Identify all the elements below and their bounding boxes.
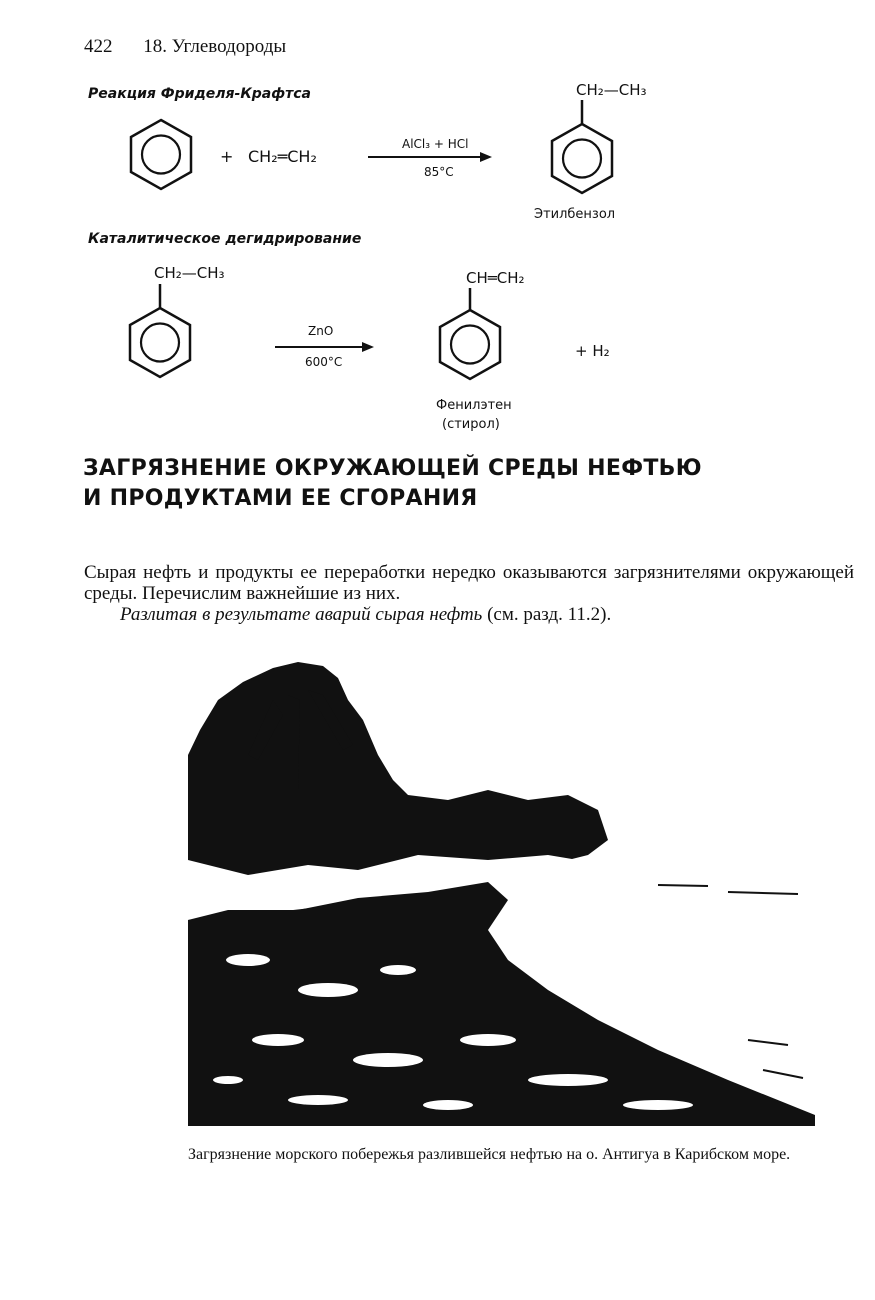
product-name-line2: (стирол) — [442, 417, 500, 432]
dehydrogenation-scheme — [0, 262, 875, 437]
section-heading — [83, 454, 702, 514]
heading-line2: И ПРОДУКТАМИ ЕЕ СГОРАНИЯ — [83, 486, 478, 511]
dehydrogenation-label: Каталитическое дегидрирование — [88, 231, 362, 247]
benzene-ring — [440, 310, 500, 379]
product-name-line1: Фенилэтен — [436, 398, 512, 413]
paragraph-2-rest: (см. разд. 11.2). — [482, 604, 612, 625]
hydrogen-byproduct: + H₂ — [575, 342, 610, 360]
ethyl-substituent: CH₂—CH₃ — [154, 264, 225, 282]
paragraph-2 — [84, 604, 854, 625]
temperature-label: 600°C — [305, 355, 343, 369]
benzene-ring — [552, 124, 612, 193]
arrow-head — [362, 342, 374, 352]
chapter-title: 18. Углеводороды — [143, 36, 287, 57]
ethylene-formula: CH₂═CH₂ — [248, 147, 317, 166]
italic-term: Разлитая в результате аварий сырая нефть — [120, 604, 483, 625]
catalyst-label: ZnO — [308, 324, 334, 338]
page-number: 422 — [84, 36, 113, 57]
page-header — [84, 36, 286, 58]
benzene-ring — [131, 120, 191, 189]
friedel-crafts-label: Реакция Фриделя-Крафтса — [88, 86, 311, 102]
figure-caption: Загрязнение морского побережья разлившейся нефтью на о. Антигуа в Карибском море. — [188, 1146, 791, 1163]
ethyl-substituent: CH₂—CH₃ — [576, 81, 647, 99]
benzene-ring — [130, 308, 190, 377]
product-name: Этилбензол — [534, 207, 616, 222]
oil-spill-photo — [188, 660, 815, 1126]
friedel-crafts-scheme — [0, 78, 875, 228]
vinyl-substituent: CH═CH₂ — [466, 269, 525, 287]
heading-line1: ЗАГРЯЗНЕНИЕ ОКРУЖАЮЩЕЙ СРЕДЫ НЕФТЬЮ — [83, 456, 702, 481]
plus-sign: + — [220, 147, 234, 166]
body-text — [84, 562, 854, 625]
temperature-label: 85°C — [424, 165, 454, 179]
paragraph-1: Сырая нефть и продукты ее переработки нередко оказываются загрязнителями окружающей среды. Перечислим важнейшие из них. — [84, 562, 854, 604]
arrow-head — [480, 152, 492, 162]
catalyst-label: AlCl₃ + HCl — [402, 137, 469, 151]
